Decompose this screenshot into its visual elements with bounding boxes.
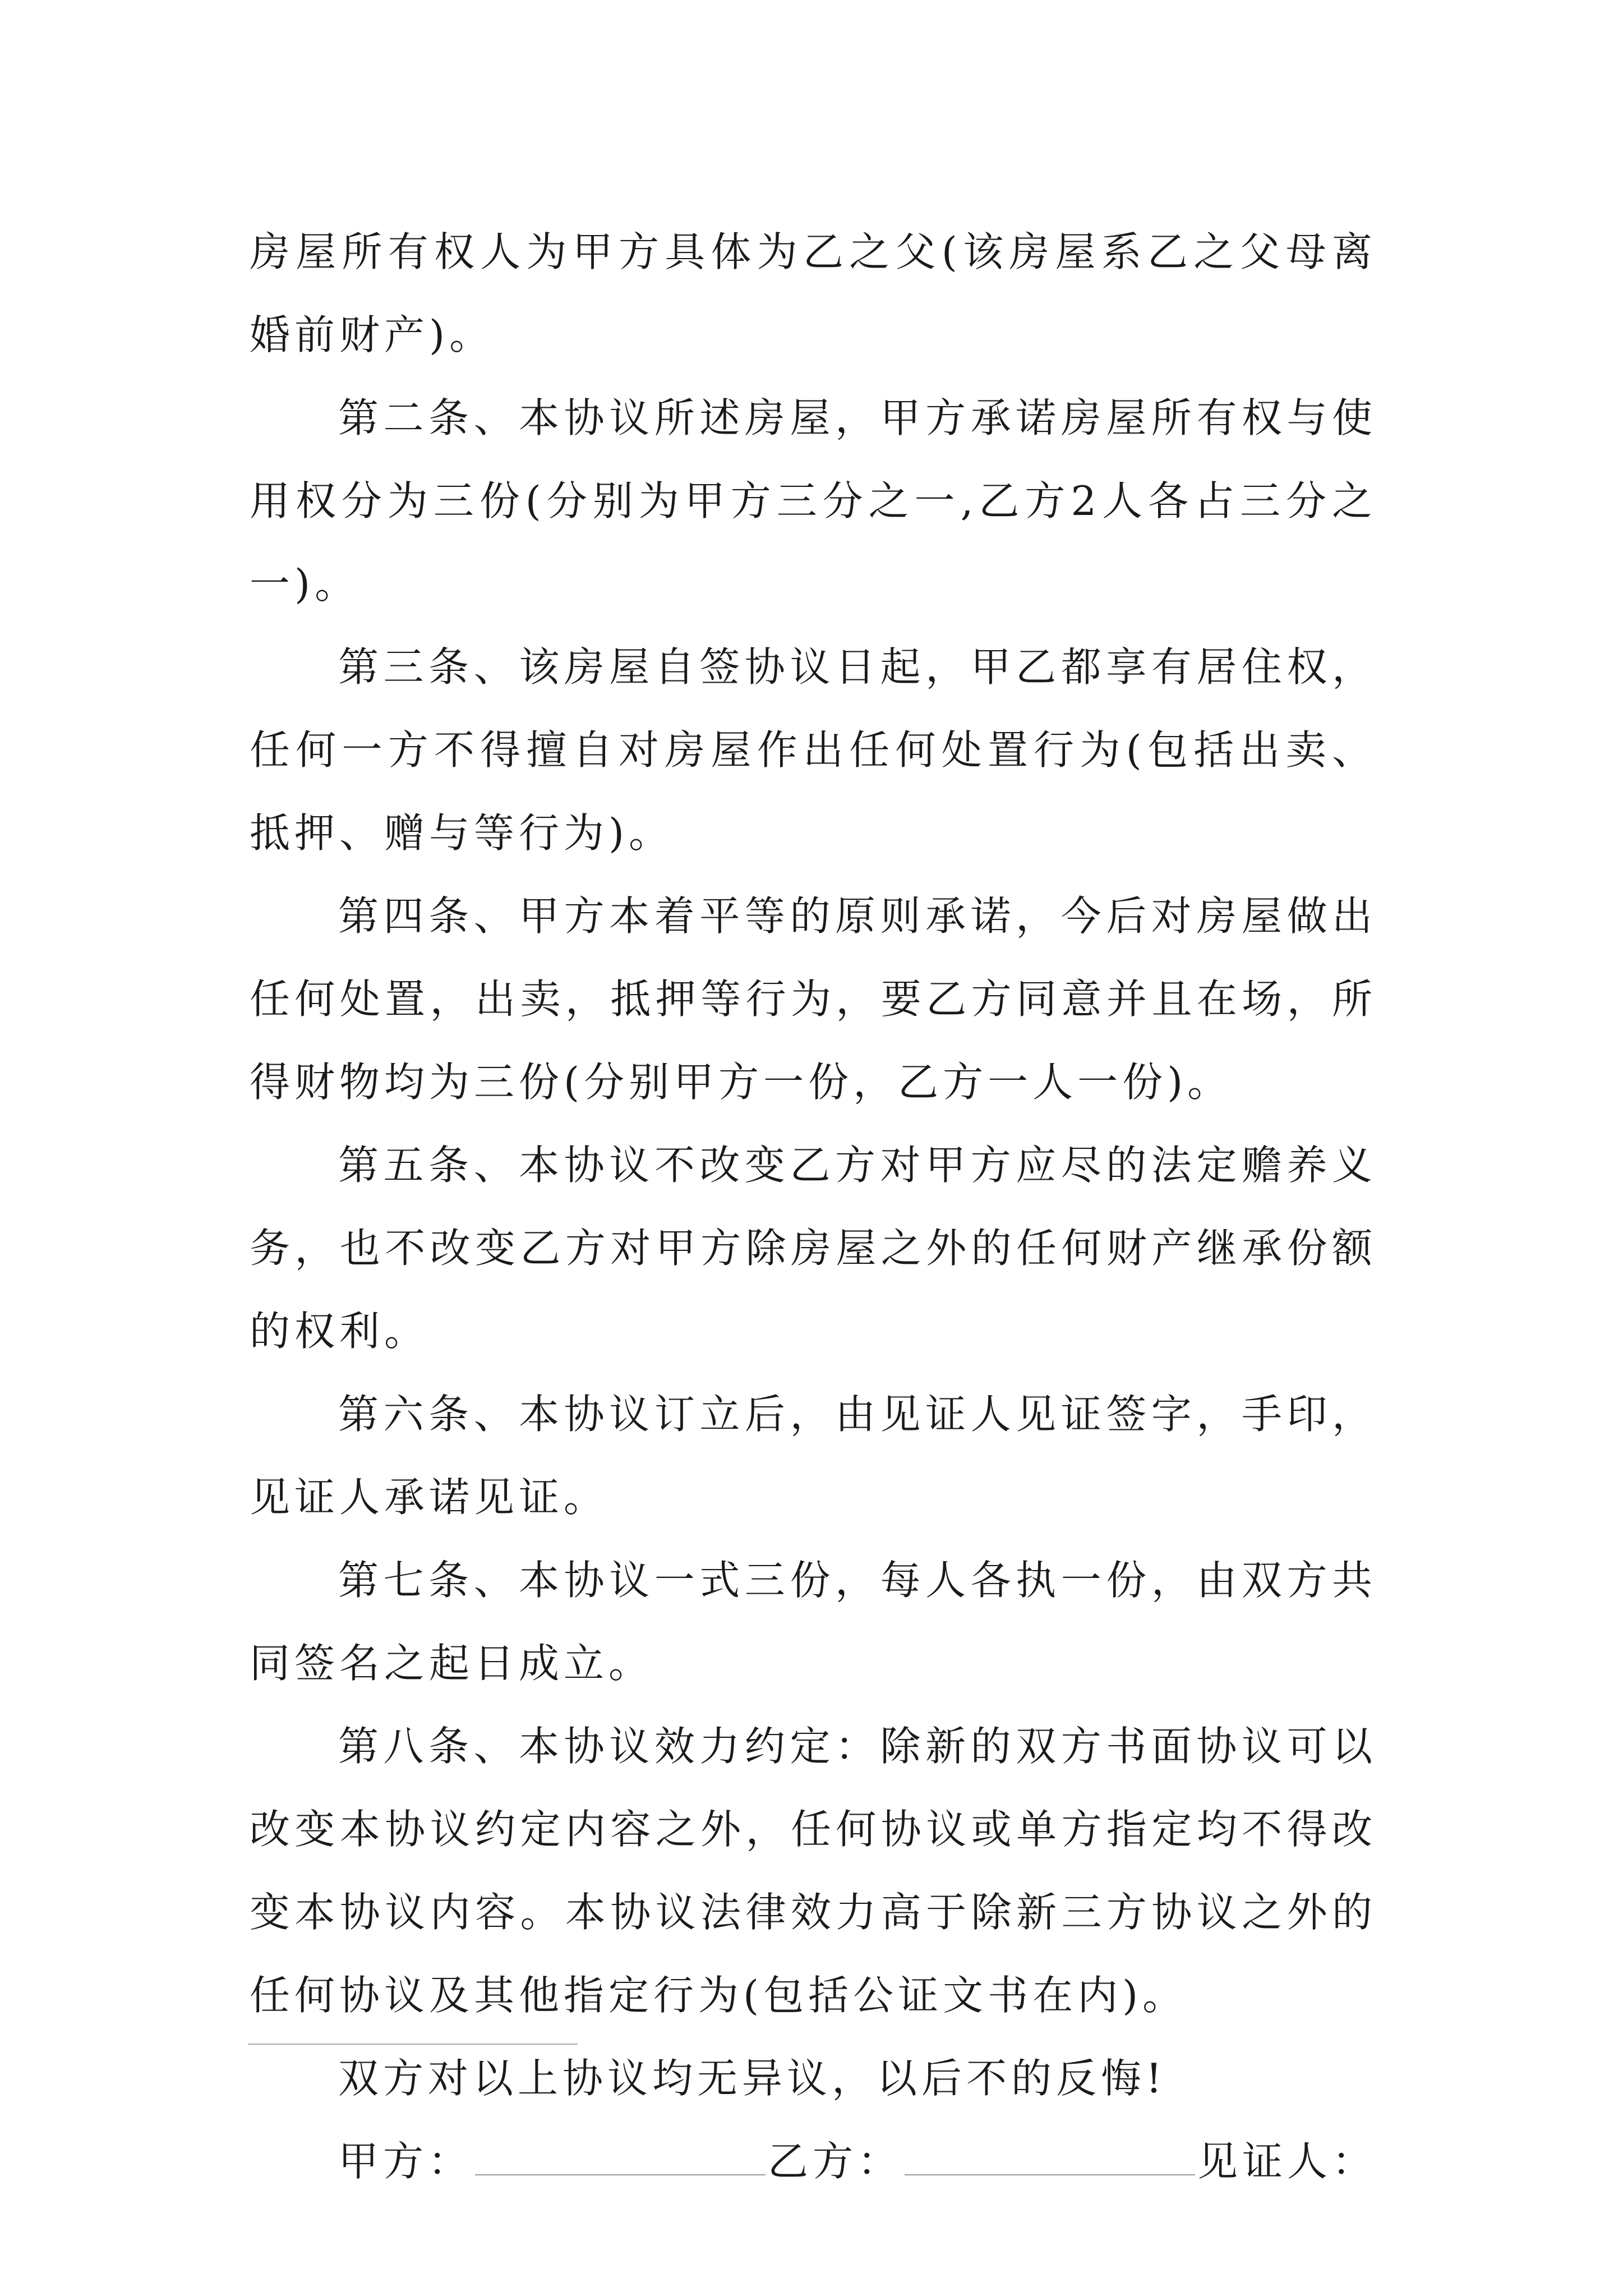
paragraph-article-2: 第二条、本协议所述房屋，甲方承诺房屋所有权与使用权分为三份(分别为甲方三分之一,乙方2人各占三分之一)。: [250, 394, 1377, 608]
footnote-separator-line: [248, 2044, 578, 2045]
paragraph-article-8: 第八条、本协议效力约定：除新的双方书面协议可以改变本协议约定内容之外，任何协议或单方指定均不得改变本协议内容。本协议法律效力高于除新三方协议之外的任何协议及其他指定行为(包括公证文书在内)。: [250, 1723, 1377, 2019]
signature-row: [250, 2120, 1377, 2203]
paragraph-article-4: 第四条、甲方本着平等的原则承诺，今后对房屋做出任何处置，出卖，抵押等行为，要乙方同意并且在场，所得财物均为三份(分别甲方一份，乙方一人一份)。: [250, 892, 1377, 1106]
paragraph-article-3: 第三条、该房屋自签协议日起，甲乙都享有居住权，任何一方不得擅自对房屋作出任何处置行为(包括出卖、抵押、赠与等行为)。: [250, 643, 1377, 857]
party-a-label: 甲方：: [338, 2138, 473, 2185]
paragraph-property-owner: 房屋所有权人为甲方具体为乙之父(该房屋系乙之父母离婚前财产)。: [250, 228, 1377, 358]
party-a-signature-line: [475, 2142, 766, 2175]
agreement-body: [250, 210, 1377, 2203]
paragraph-article-5: 第五条、本协议不改变乙方对甲方应尽的法定赡养义务，也不改变乙方对甲方除房屋之外的任何财产继承份额的权利。: [250, 1142, 1377, 1355]
party-b-signature-line: [905, 2142, 1195, 2175]
paragraph-no-objection: 双方对以上协议均无异议，以后不的反悔!: [338, 2055, 1166, 2102]
witness-label: 见证人：: [1197, 2138, 1377, 2185]
party-b-label: 乙方：: [767, 2138, 902, 2185]
paragraph-article-6: 第六条、本协议订立后，由见证人见证签字，手印，见证人承诺见证。: [250, 1391, 1377, 1521]
paragraph-article-7: 第七条、本协议一式三份，每人各执一份，由双方共同签名之起日成立。: [250, 1557, 1377, 1687]
